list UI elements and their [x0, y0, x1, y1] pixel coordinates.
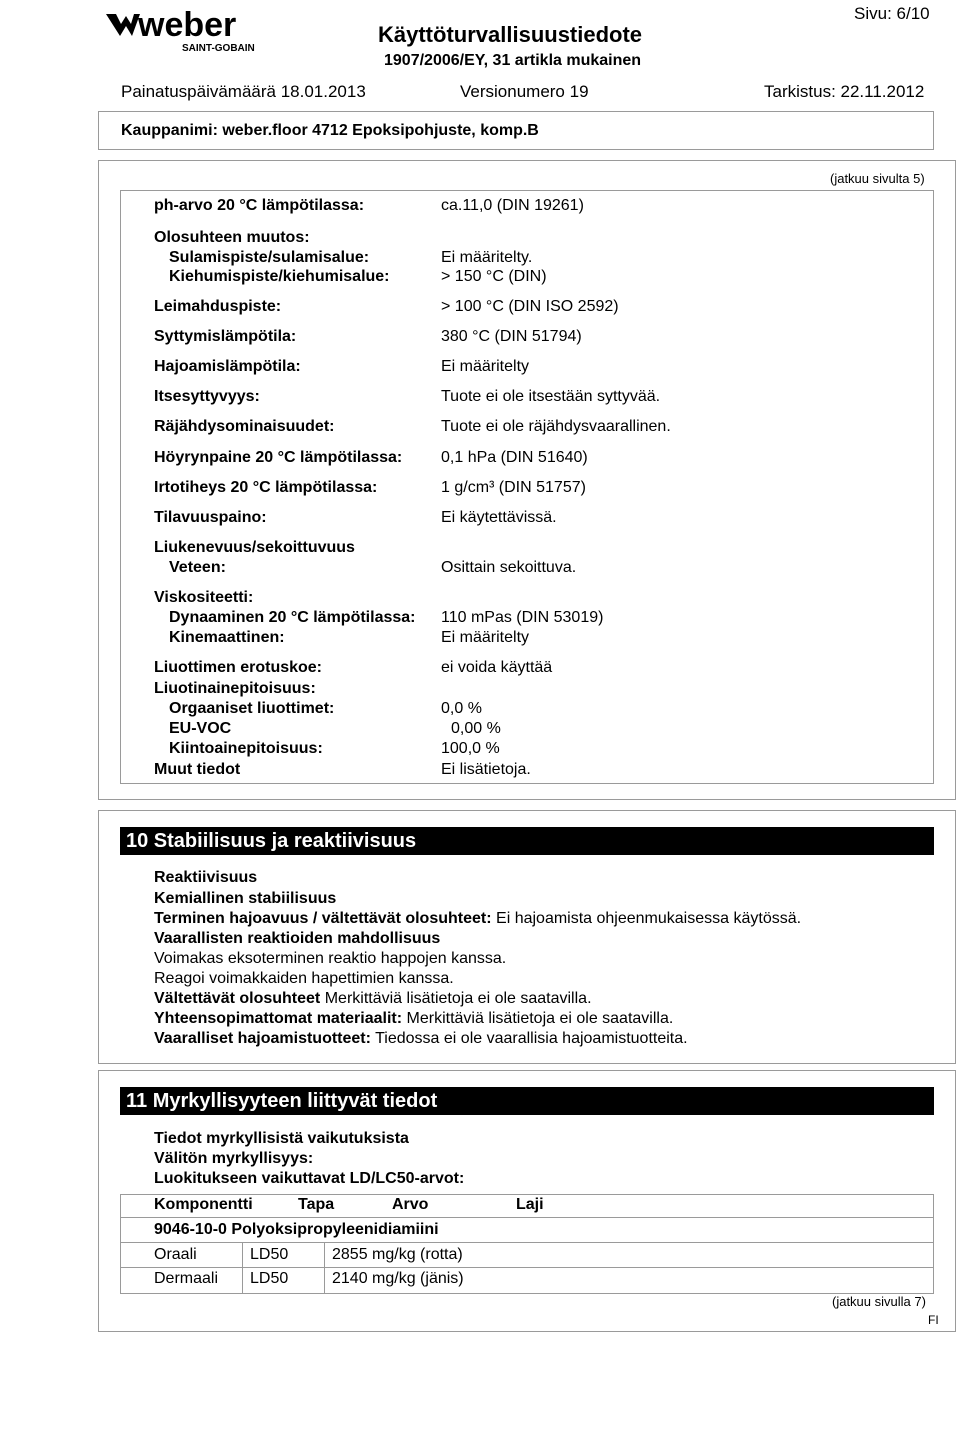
- page-number: Sivu: 6/10: [854, 4, 930, 23]
- dynamic-viscosity-label: Dynaaminen 20 °C lämpötilassa:: [169, 609, 416, 626]
- table-component-name: 9046-10-0 Polyoksipropyleenidiamiini: [154, 1221, 439, 1238]
- table-row-1-type: LD50: [250, 1246, 289, 1263]
- vapour-pressure-value: 0,1 hPa (DIN 51640): [441, 449, 588, 466]
- table-header-route: Tapa: [298, 1196, 335, 1213]
- separation-value: ei voida käyttää: [441, 659, 553, 676]
- flash-point-value: > 100 °C (DIN ISO 2592): [441, 298, 619, 315]
- table-col-divider-1: [242, 1242, 243, 1294]
- separation-label: Liuottimen erotuskoe:: [154, 659, 323, 676]
- kinematic-viscosity-value: Ei määritelty: [441, 629, 530, 646]
- table-row-1-value: 2855 mg/kg (rotta): [332, 1246, 463, 1263]
- reactivity-heading: Reaktiivisuus: [154, 869, 258, 886]
- table-header-divider: [120, 1217, 934, 1218]
- decomposition-products-label: Vaaralliset hajoamistuotteet:: [154, 1030, 371, 1047]
- reaction-line-1: Voimakas eksoterminen reaktio happojen kanssa.: [154, 950, 507, 967]
- hazardous-reactions-heading: Vaarallisten reaktioiden mahdollisuus: [154, 930, 441, 947]
- continued-to: (jatkuu sivulla 7): [832, 1294, 926, 1309]
- document-subtitle: 1907/2006/EY, 31 artikla mukainen: [384, 52, 642, 69]
- solids-content-label: Kiintoainepitoisuus:: [169, 740, 323, 757]
- document-title: Käyttöturvallisuustiedote: [378, 22, 643, 47]
- self-ignition-label: Itsesyttyvyys:: [154, 388, 260, 405]
- ignition-value: 380 °C (DIN 51794): [441, 328, 582, 345]
- melting-label: Sulamispiste/sulamisalue:: [169, 249, 370, 266]
- explosive-label: Räjähdysominaisuudet:: [154, 418, 335, 435]
- table-header-component: Komponentti: [154, 1196, 253, 1213]
- water-label: Veteen:: [169, 559, 226, 576]
- decomposition-products-line: [154, 1030, 688, 1048]
- table-header-species: Laji: [516, 1196, 544, 1213]
- revision-date: Tarkistus: 22.11.2012: [764, 82, 925, 101]
- toxic-effects-heading: Tiedot myrkyllisistä vaikutuksista: [154, 1130, 409, 1147]
- incompatible-materials-line: [154, 1010, 673, 1028]
- ph-value: ca.11,0 (DIN 19261): [441, 197, 584, 214]
- flash-point-label: Leimahduspiste:: [154, 298, 282, 315]
- conditions-to-avoid-label: Vältettävät olosuhteet: [154, 990, 321, 1007]
- explosive-value: Tuote ei ole räjähdysvaarallinen.: [441, 418, 671, 435]
- kinematic-viscosity-label: Kinemaattinen:: [169, 629, 285, 646]
- conditions-to-avoid-value: Merkittäviä lisätietoja ei ole saatavilla.: [324, 990, 592, 1007]
- table-row-2-value: 2140 mg/kg (jänis): [332, 1270, 464, 1287]
- density-value: 1 g/cm³ (DIN 51757): [441, 479, 586, 496]
- thermal-decomposition-label: Terminen hajoavuus / vältettävät olosuhteet:: [154, 910, 492, 927]
- self-ignition-value: Tuote ei ole itsestään syttyvää.: [441, 388, 661, 405]
- incompatible-materials-value: Merkittäviä lisätietoja ei ole saatavilla.: [406, 1010, 674, 1027]
- bulk-density-value: Ei käytettävissä.: [441, 509, 557, 526]
- eu-voc-label: EU-VOC: [169, 720, 232, 737]
- other-info-value: Ei lisätietoja.: [441, 761, 531, 778]
- solvent-content-label: Liuotinainepitoisuus:: [154, 680, 316, 697]
- ld-lc50-heading: Luokitukseen vaikuttavat LD/LC50-arvot:: [154, 1170, 465, 1187]
- boiling-value: > 150 °C (DIN): [441, 268, 547, 285]
- table-header-value: Arvo: [392, 1196, 429, 1213]
- dynamic-viscosity-value: 110 mPas (DIN 53019): [441, 609, 604, 626]
- table-row-1-route: Oraali: [154, 1246, 197, 1263]
- state-change-label: Olosuhteen muutos:: [154, 229, 310, 246]
- version-number: Versionumero 19: [460, 82, 589, 101]
- incompatible-materials-label: Yhteensopimattomat materiaalit:: [154, 1010, 403, 1027]
- table-row-2-route: Dermaali: [154, 1270, 219, 1287]
- weber-logo-graphic: [100, 6, 260, 54]
- solids-content-value: 100,0 %: [441, 740, 500, 757]
- section-10-heading: 10 Stabiilisuus ja reaktiivisuus: [120, 827, 934, 855]
- bulk-density-label: Tilavuuspaino:: [154, 509, 267, 526]
- print-date: Painatuspäivämäärä 18.01.2013: [121, 82, 366, 101]
- thermal-decomposition-line: [154, 910, 801, 928]
- eu-voc-value: 0,00 %: [451, 720, 501, 737]
- stability-heading: Kemiallinen stabiilisuus: [154, 890, 337, 907]
- continued-from: (jatkuu sivulta 5): [830, 171, 925, 186]
- ph-label: ph-arvo 20 °C lämpötilassa:: [154, 197, 365, 214]
- density-label: Irtotiheys 20 °C lämpötilassa:: [154, 479, 378, 496]
- thermal-decomposition-value: Ei hajoamista ohjeenmukaisessa käytössä.: [496, 910, 802, 927]
- weber-logo: [100, 6, 260, 54]
- logo-sub: SAINT-GOBAIN: [182, 43, 255, 54]
- reaction-line-2: Reagoi voimakkaiden hapettimien kanssa.: [154, 970, 454, 987]
- table-col-divider-2: [324, 1242, 325, 1294]
- conditions-to-avoid-line: [154, 990, 592, 1008]
- boiling-label: Kiehumispiste/kiehumisalue:: [169, 268, 390, 285]
- language-code: FI: [928, 1313, 939, 1327]
- acute-toxicity-heading: Välitön myrkyllisyys:: [154, 1150, 314, 1167]
- ignition-label: Syttymislämpötila:: [154, 328, 297, 345]
- viscosity-label: Viskositeetti:: [154, 589, 254, 606]
- table-row-2-type: LD50: [250, 1270, 289, 1287]
- logo-text: weber: [138, 6, 237, 44]
- vapour-pressure-label: Höyrynpaine 20 °C lämpötilassa:: [154, 449, 403, 466]
- decomposition-products-value: Tiedossa ei ole vaarallisia hajoamistuotteita.: [375, 1030, 688, 1047]
- section-11-heading: 11 Myrkyllisyyteen liittyvät tiedot: [120, 1087, 934, 1115]
- melting-value: Ei määritelty.: [441, 249, 533, 266]
- solubility-label: Liukenevuus/sekoittuvuus: [154, 539, 355, 556]
- other-info-label: Muut tiedot: [154, 761, 241, 778]
- organic-solvents-label: Orgaaniset liuottimet:: [169, 700, 335, 717]
- organic-solvents-value: 0,0 %: [441, 700, 482, 717]
- decomposition-label: Hajoamislämpötila:: [154, 358, 301, 375]
- water-value: Osittain sekoittuva.: [441, 559, 577, 576]
- decomposition-value: Ei määritelty: [441, 358, 530, 375]
- trade-name: Kauppanimi: weber.floor 4712 Epoksipohjuste, komp.B: [121, 122, 539, 139]
